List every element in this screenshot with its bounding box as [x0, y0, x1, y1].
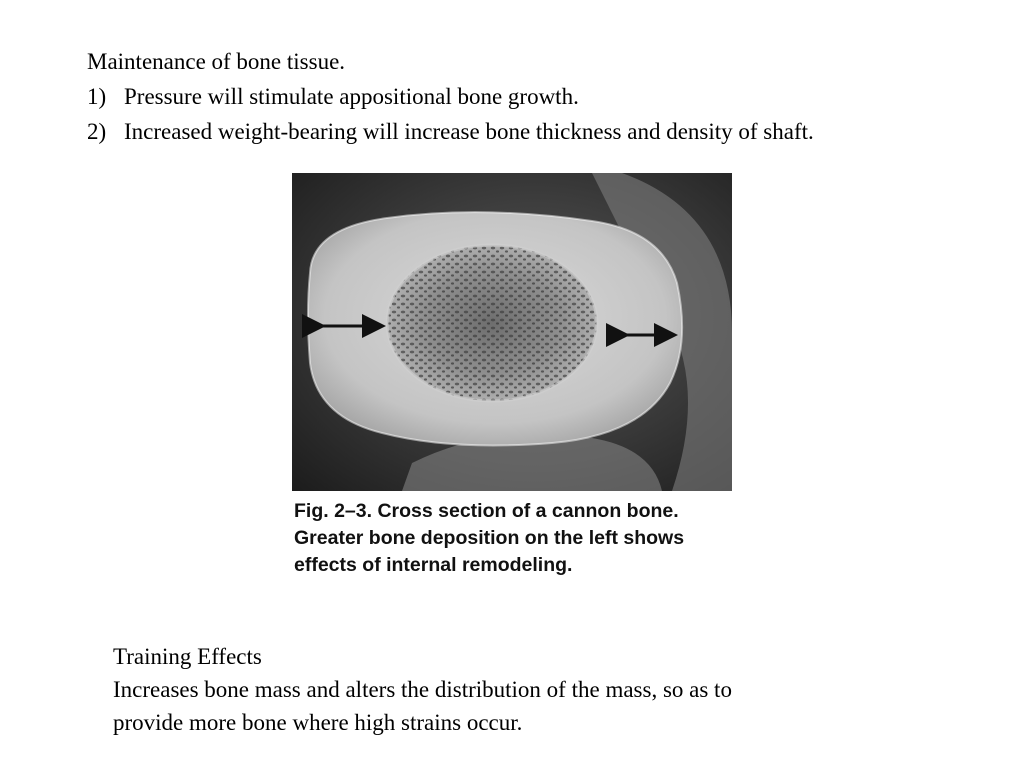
caption-line: Greater bone deposition on the left shows	[294, 527, 685, 549]
point-number: 1)	[87, 84, 107, 109]
intro-point-2	[87, 114, 814, 149]
caption-line: Fig. 2–3. Cross section of a cannon bone.	[294, 500, 679, 522]
caption-line: effects of internal remodeling.	[294, 554, 573, 576]
intro-point-1	[87, 79, 814, 114]
training-body-line: Increases bone mass and alters the distribution of the mass, so as to	[113, 677, 732, 702]
training-section	[113, 640, 732, 739]
figure-caption	[294, 498, 754, 579]
point-text: Pressure will stimulate appositional bone growth.	[124, 84, 579, 109]
intro-section	[87, 44, 814, 149]
training-heading: Training Effects	[113, 644, 262, 669]
training-body-line: provide more bone where high strains occur.	[113, 710, 523, 735]
intro-heading: Maintenance of bone tissue.	[87, 49, 346, 74]
point-text: Increased weight-bearing will increase bone thickness and density of shaft.	[124, 119, 814, 144]
bone-cross-section-photo	[292, 173, 732, 491]
point-number: 2)	[87, 119, 107, 144]
